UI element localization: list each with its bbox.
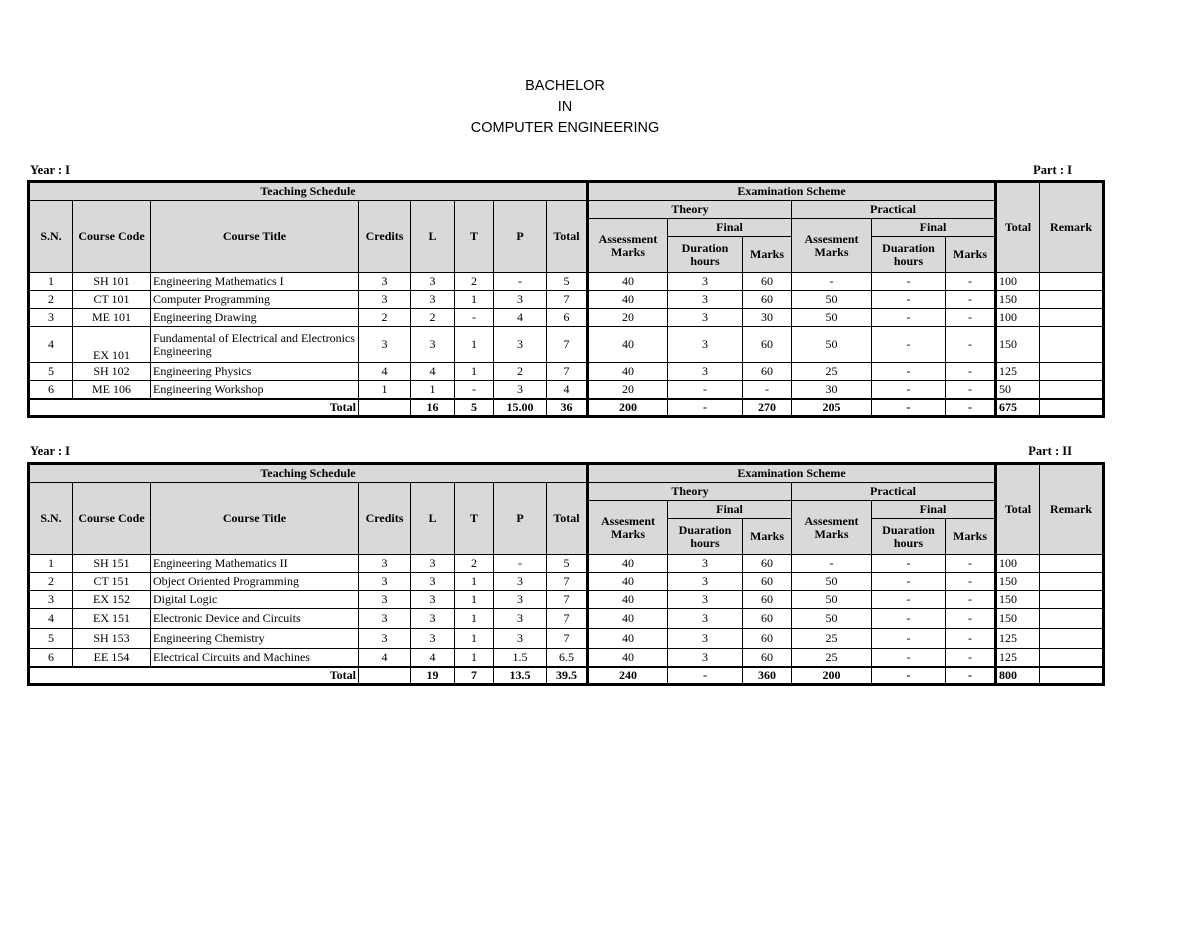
total-cell: 6 (547, 309, 588, 327)
course-code-cell: EE 154 (73, 649, 151, 667)
total-cell: 6.5 (547, 649, 588, 667)
total-t-cell: 7 (455, 667, 494, 685)
practical-assessment-cell: 50 (792, 327, 872, 363)
total-practical-marks-cell: - (946, 399, 996, 417)
l-cell: 3 (411, 591, 455, 609)
theory-marks-cell: - (743, 381, 792, 399)
course-code-cell: CT 151 (73, 573, 151, 591)
practical-assessment-header: Assesment Marks (792, 219, 872, 273)
total-theory-assessment-cell: 200 (588, 399, 668, 417)
total-cell: 7 (547, 609, 588, 629)
examination-scheme-header: Examination Scheme (588, 182, 996, 201)
practical-duration-cell: - (872, 327, 946, 363)
l-cell: 3 (411, 327, 455, 363)
theory-assessment-cell: 40 (588, 649, 668, 667)
theory-assessment-cell: 40 (588, 291, 668, 309)
teaching-schedule-header: Teaching Schedule (29, 182, 588, 201)
total-practical-assessment-cell: 200 (792, 667, 872, 685)
practical-duration-cell: - (872, 309, 946, 327)
theory-duration-cell: 3 (668, 291, 743, 309)
credits-cell: 1 (359, 381, 411, 399)
p-cell: 3 (494, 591, 547, 609)
course-title-header: Course Title (151, 483, 359, 555)
practical-final-header: Final (872, 219, 996, 237)
practical-assessment-cell: - (792, 555, 872, 573)
grand-total-cell: 150 (996, 327, 1040, 363)
total-theory-duration-cell: - (668, 667, 743, 685)
theory-assessment-header: Assesment Marks (588, 501, 668, 555)
credits-cell: 3 (359, 555, 411, 573)
total-cell: 5 (547, 273, 588, 291)
credits-cell: 4 (359, 363, 411, 381)
p-cell: 2 (494, 363, 547, 381)
theory-marks-cell: 30 (743, 309, 792, 327)
p-cell: 3 (494, 291, 547, 309)
practical-marks-header: Marks (946, 519, 996, 555)
theory-assessment-cell: 40 (588, 555, 668, 573)
remark-cell (1040, 273, 1104, 291)
l-cell: 3 (411, 629, 455, 649)
practical-assessment-cell: 30 (792, 381, 872, 399)
table-row (29, 291, 1104, 309)
t-cell: 1 (455, 573, 494, 591)
theory-marks-cell: 60 (743, 327, 792, 363)
part2-schedule-table (27, 462, 1105, 686)
p-cell: 3 (494, 573, 547, 591)
course-code-cell: SH 151 (73, 555, 151, 573)
sn-cell: 3 (29, 591, 73, 609)
grand-total-cell: 150 (996, 609, 1040, 629)
table-row (29, 381, 1104, 399)
practical-assessment-cell: 25 (792, 629, 872, 649)
t-cell: 2 (455, 555, 494, 573)
course-code-cell: EX 101 (73, 327, 151, 363)
course-code-cell: EX 152 (73, 591, 151, 609)
remark-header: Remark (1040, 464, 1104, 555)
course-code-cell: ME 101 (73, 309, 151, 327)
p-cell: - (494, 273, 547, 291)
t-cell: 1 (455, 629, 494, 649)
total-cell: 7 (547, 327, 588, 363)
practical-duration-cell: - (872, 291, 946, 309)
sn-header: S.N. (29, 201, 73, 273)
totals-row (29, 667, 1104, 685)
grand-total-cell: 125 (996, 649, 1040, 667)
theory-marks-header: Marks (743, 519, 792, 555)
course-title-cell: Electronic Device and Circuits (151, 609, 359, 629)
theory-assessment-cell: 40 (588, 573, 668, 591)
practical-duration-cell: - (872, 381, 946, 399)
course-title-cell: Engineering Physics (151, 363, 359, 381)
remark-cell (1040, 555, 1104, 573)
totals-row (29, 399, 1104, 417)
l-cell: 3 (411, 555, 455, 573)
remark-cell (1040, 381, 1104, 399)
examination-scheme-header: Examination Scheme (588, 464, 996, 483)
total-l-cell: 16 (411, 399, 455, 417)
title-line-2: IN (557, 99, 573, 115)
title-line-1: BACHELOR (525, 78, 605, 94)
sn-cell: 2 (29, 573, 73, 591)
remark-cell (1040, 649, 1104, 667)
practical-duration-cell: - (872, 555, 946, 573)
practical-duration-cell: - (872, 363, 946, 381)
total-cell: 7 (547, 591, 588, 609)
practical-duration-cell: - (872, 273, 946, 291)
theory-duration-cell: 3 (668, 649, 743, 667)
remark-cell (1040, 291, 1104, 309)
total-total-cell: 36 (547, 399, 588, 417)
theory-duration-cell: 3 (668, 609, 743, 629)
sn-header: S.N. (29, 483, 73, 555)
part1-body (29, 273, 1104, 417)
sn-cell: 5 (29, 629, 73, 649)
total-theory-marks-cell: 360 (743, 667, 792, 685)
practical-marks-cell: - (946, 609, 996, 629)
grand-total-cell: 125 (996, 363, 1040, 381)
practical-duration-cell: - (872, 609, 946, 629)
theory-assessment-cell: 40 (588, 629, 668, 649)
theory-marks-cell: 60 (743, 273, 792, 291)
practical-duration-cell: - (872, 591, 946, 609)
total-t-cell: 5 (455, 399, 494, 417)
total-p-cell: 13.5 (494, 667, 547, 685)
practical-assessment-cell: 50 (792, 291, 872, 309)
practical-final-header: Final (872, 501, 996, 519)
theory-marks-cell: 60 (743, 609, 792, 629)
course-title-cell: Engineering Mathematics I (151, 273, 359, 291)
sn-cell: 1 (29, 273, 73, 291)
course-code-header: Course Code (73, 201, 151, 273)
course-title-cell: Engineering Chemistry (151, 629, 359, 649)
remark-cell (1040, 327, 1104, 363)
l-cell: 3 (411, 273, 455, 291)
total-total-cell: 39.5 (547, 667, 588, 685)
total-practical-duration-cell: - (872, 399, 946, 417)
t-header: T (455, 483, 494, 555)
grand-total-cell: 150 (996, 291, 1040, 309)
p-cell: 3 (494, 629, 547, 649)
sn-cell: 6 (29, 381, 73, 399)
theory-assessment-cell: 20 (588, 381, 668, 399)
part1-schedule-table (27, 180, 1105, 418)
theory-duration-cell: 3 (668, 555, 743, 573)
l-header: L (411, 201, 455, 273)
t-header: T (455, 201, 494, 273)
p-cell: 3 (494, 327, 547, 363)
p-cell: - (494, 555, 547, 573)
remark-cell (1040, 591, 1104, 609)
table-row (29, 629, 1104, 649)
grand-total-header: Total (996, 182, 1040, 273)
total-header: Total (547, 483, 588, 555)
t-cell: - (455, 381, 494, 399)
l-cell: 4 (411, 649, 455, 667)
course-code-cell: SH 102 (73, 363, 151, 381)
theory-marks-header: Marks (743, 237, 792, 273)
practical-marks-cell: - (946, 327, 996, 363)
l-cell: 3 (411, 291, 455, 309)
total-grand-total-cell: 675 (996, 399, 1040, 417)
total-cell: 7 (547, 291, 588, 309)
practical-duration-cell: - (872, 629, 946, 649)
practical-duration-header: Duaration hours (872, 237, 946, 273)
theory-marks-cell: 60 (743, 591, 792, 609)
practical-marks-cell: - (946, 363, 996, 381)
t-cell: 1 (455, 649, 494, 667)
theory-marks-cell: 60 (743, 629, 792, 649)
course-code-cell: SH 153 (73, 629, 151, 649)
total-credits-cell (359, 399, 411, 417)
theory-duration-cell: - (668, 381, 743, 399)
theory-assessment-cell: 40 (588, 609, 668, 629)
l-cell: 4 (411, 363, 455, 381)
table-row (29, 591, 1104, 609)
total-p-cell: 15.00 (494, 399, 547, 417)
practical-assessment-cell: 50 (792, 591, 872, 609)
p-header: P (494, 483, 547, 555)
sn-cell: 4 (29, 327, 73, 363)
table-row (29, 309, 1104, 327)
total-credits-cell (359, 667, 411, 685)
theory-marks-cell: 60 (743, 573, 792, 591)
course-title-cell: Engineering Mathematics II (151, 555, 359, 573)
total-cell: 7 (547, 573, 588, 591)
t-cell: 1 (455, 591, 494, 609)
credits-cell: 3 (359, 291, 411, 309)
grand-total-cell: 100 (996, 273, 1040, 291)
theory-duration-cell: 3 (668, 591, 743, 609)
credits-cell: 3 (359, 573, 411, 591)
theory-assessment-cell: 40 (588, 273, 668, 291)
title-line-3: COMPUTER ENGINEERING (470, 120, 660, 136)
credits-cell: 3 (359, 327, 411, 363)
total-header: Total (547, 201, 588, 273)
total-grand-total-cell: 800 (996, 667, 1040, 685)
part2-body (29, 555, 1104, 685)
course-code-cell: SH 101 (73, 273, 151, 291)
total-cell: 5 (547, 555, 588, 573)
total-practical-duration-cell: - (872, 667, 946, 685)
practical-marks-cell: - (946, 591, 996, 609)
practical-marks-header: Marks (946, 237, 996, 273)
total-cell: 4 (547, 381, 588, 399)
course-code-cell: EX 151 (73, 609, 151, 629)
t-cell: 1 (455, 291, 494, 309)
course-title-cell: Engineering Drawing (151, 309, 359, 327)
theory-marks-cell: 60 (743, 649, 792, 667)
practical-marks-cell: - (946, 573, 996, 591)
course-title-cell: Fundamental of Electrical and Electronics Engineering (151, 327, 359, 363)
totals-label: Total (29, 667, 359, 685)
credits-cell: 3 (359, 591, 411, 609)
theory-duration-cell: 3 (668, 309, 743, 327)
table-row (29, 609, 1104, 629)
course-title-cell: Digital Logic (151, 591, 359, 609)
teaching-schedule-header: Teaching Schedule (29, 464, 588, 483)
practical-assessment-cell: 25 (792, 363, 872, 381)
theory-assessment-cell: 40 (588, 363, 668, 381)
grand-total-cell: 150 (996, 591, 1040, 609)
credits-cell: 4 (359, 649, 411, 667)
sn-cell: 6 (29, 649, 73, 667)
practical-marks-cell: - (946, 309, 996, 327)
theory-duration-cell: 3 (668, 629, 743, 649)
grand-total-header: Total (996, 464, 1040, 555)
part1-year: Year : I (30, 163, 71, 177)
theory-duration-cell: 3 (668, 273, 743, 291)
l-cell: 2 (411, 309, 455, 327)
credits-cell: 2 (359, 309, 411, 327)
l-cell: 1 (411, 381, 455, 399)
practical-assessment-cell: 25 (792, 649, 872, 667)
course-title-header: Course Title (151, 201, 359, 273)
total-cell: 7 (547, 629, 588, 649)
total-cell: 7 (547, 363, 588, 381)
remark-header: Remark (1040, 182, 1104, 273)
t-cell: - (455, 309, 494, 327)
credits-cell: 3 (359, 273, 411, 291)
p-cell: 1.5 (494, 649, 547, 667)
practical-assessment-cell: 50 (792, 309, 872, 327)
remark-cell (1040, 609, 1104, 629)
table-row (29, 649, 1104, 667)
t-cell: 1 (455, 363, 494, 381)
grand-total-cell: 150 (996, 573, 1040, 591)
course-code-header: Course Code (73, 483, 151, 555)
practical-marks-cell: - (946, 291, 996, 309)
table-row (29, 327, 1104, 363)
p-cell: 4 (494, 309, 547, 327)
part2-year: Year : I (30, 444, 71, 458)
theory-final-header: Final (668, 219, 792, 237)
sn-cell: 2 (29, 291, 73, 309)
table-row (29, 573, 1104, 591)
credits-cell: 3 (359, 629, 411, 649)
practical-duration-cell: - (872, 649, 946, 667)
theory-duration-header: Duration hours (668, 237, 743, 273)
course-title-cell: Computer Programming (151, 291, 359, 309)
total-practical-assessment-cell: 205 (792, 399, 872, 417)
l-cell: 3 (411, 609, 455, 629)
practical-header: Practical (792, 483, 996, 501)
theory-assessment-cell: 20 (588, 309, 668, 327)
p-cell: 3 (494, 609, 547, 629)
t-cell: 1 (455, 327, 494, 363)
t-cell: 1 (455, 609, 494, 629)
practical-assessment-cell: 50 (792, 609, 872, 629)
remark-cell (1040, 309, 1104, 327)
grand-total-cell: 100 (996, 555, 1040, 573)
sn-cell: 3 (29, 309, 73, 327)
l-header: L (411, 483, 455, 555)
table-row (29, 555, 1104, 573)
practical-header: Practical (792, 201, 996, 219)
p-header: P (494, 201, 547, 273)
practical-duration-cell: - (872, 573, 946, 591)
theory-header: Theory (588, 201, 792, 219)
practical-assessment-header: Assesment Marks (792, 501, 872, 555)
credits-header: Credits (359, 201, 411, 273)
document-title (0, 76, 1130, 139)
practical-marks-cell: - (946, 273, 996, 291)
grand-total-cell: 50 (996, 381, 1040, 399)
theory-duration-cell: 3 (668, 327, 743, 363)
theory-final-header: Final (668, 501, 792, 519)
course-code-cell: CT 101 (73, 291, 151, 309)
theory-assessment-cell: 40 (588, 327, 668, 363)
course-title-cell: Electrical Circuits and Machines (151, 649, 359, 667)
theory-duration-cell: 3 (668, 573, 743, 591)
theory-marks-cell: 60 (743, 291, 792, 309)
theory-assessment-header: Assessment Marks (588, 219, 668, 273)
remark-cell (1040, 363, 1104, 381)
l-cell: 3 (411, 573, 455, 591)
practical-assessment-cell: - (792, 273, 872, 291)
grand-total-cell: 125 (996, 629, 1040, 649)
credits-header: Credits (359, 483, 411, 555)
table-row (29, 363, 1104, 381)
total-practical-marks-cell: - (946, 667, 996, 685)
theory-marks-cell: 60 (743, 555, 792, 573)
sn-cell: 4 (29, 609, 73, 629)
practical-assessment-cell: 50 (792, 573, 872, 591)
sn-cell: 1 (29, 555, 73, 573)
part2-part: Part : II (1028, 444, 1072, 458)
theory-header: Theory (588, 483, 792, 501)
sn-cell: 5 (29, 363, 73, 381)
course-code-cell: ME 106 (73, 381, 151, 399)
totals-label: Total (29, 399, 359, 417)
practical-marks-cell: - (946, 381, 996, 399)
p-cell: 3 (494, 381, 547, 399)
total-theory-duration-cell: - (668, 399, 743, 417)
practical-marks-cell: - (946, 555, 996, 573)
total-remark-cell (1040, 667, 1104, 685)
course-title-cell: Engineering Workshop (151, 381, 359, 399)
theory-duration-header: Duaration hours (668, 519, 743, 555)
table-row (29, 273, 1104, 291)
part1-part: Part : I (1033, 163, 1072, 177)
total-theory-marks-cell: 270 (743, 399, 792, 417)
theory-duration-cell: 3 (668, 363, 743, 381)
credits-cell: 3 (359, 609, 411, 629)
t-cell: 2 (455, 273, 494, 291)
practical-duration-header: Duaration hours (872, 519, 946, 555)
practical-marks-cell: - (946, 629, 996, 649)
course-title-cell: Object Oriented Programming (151, 573, 359, 591)
remark-cell (1040, 573, 1104, 591)
total-theory-assessment-cell: 240 (588, 667, 668, 685)
practical-marks-cell: - (946, 649, 996, 667)
grand-total-cell: 100 (996, 309, 1040, 327)
remark-cell (1040, 629, 1104, 649)
theory-marks-cell: 60 (743, 363, 792, 381)
theory-assessment-cell: 40 (588, 591, 668, 609)
total-remark-cell (1040, 399, 1104, 417)
total-l-cell: 19 (411, 667, 455, 685)
